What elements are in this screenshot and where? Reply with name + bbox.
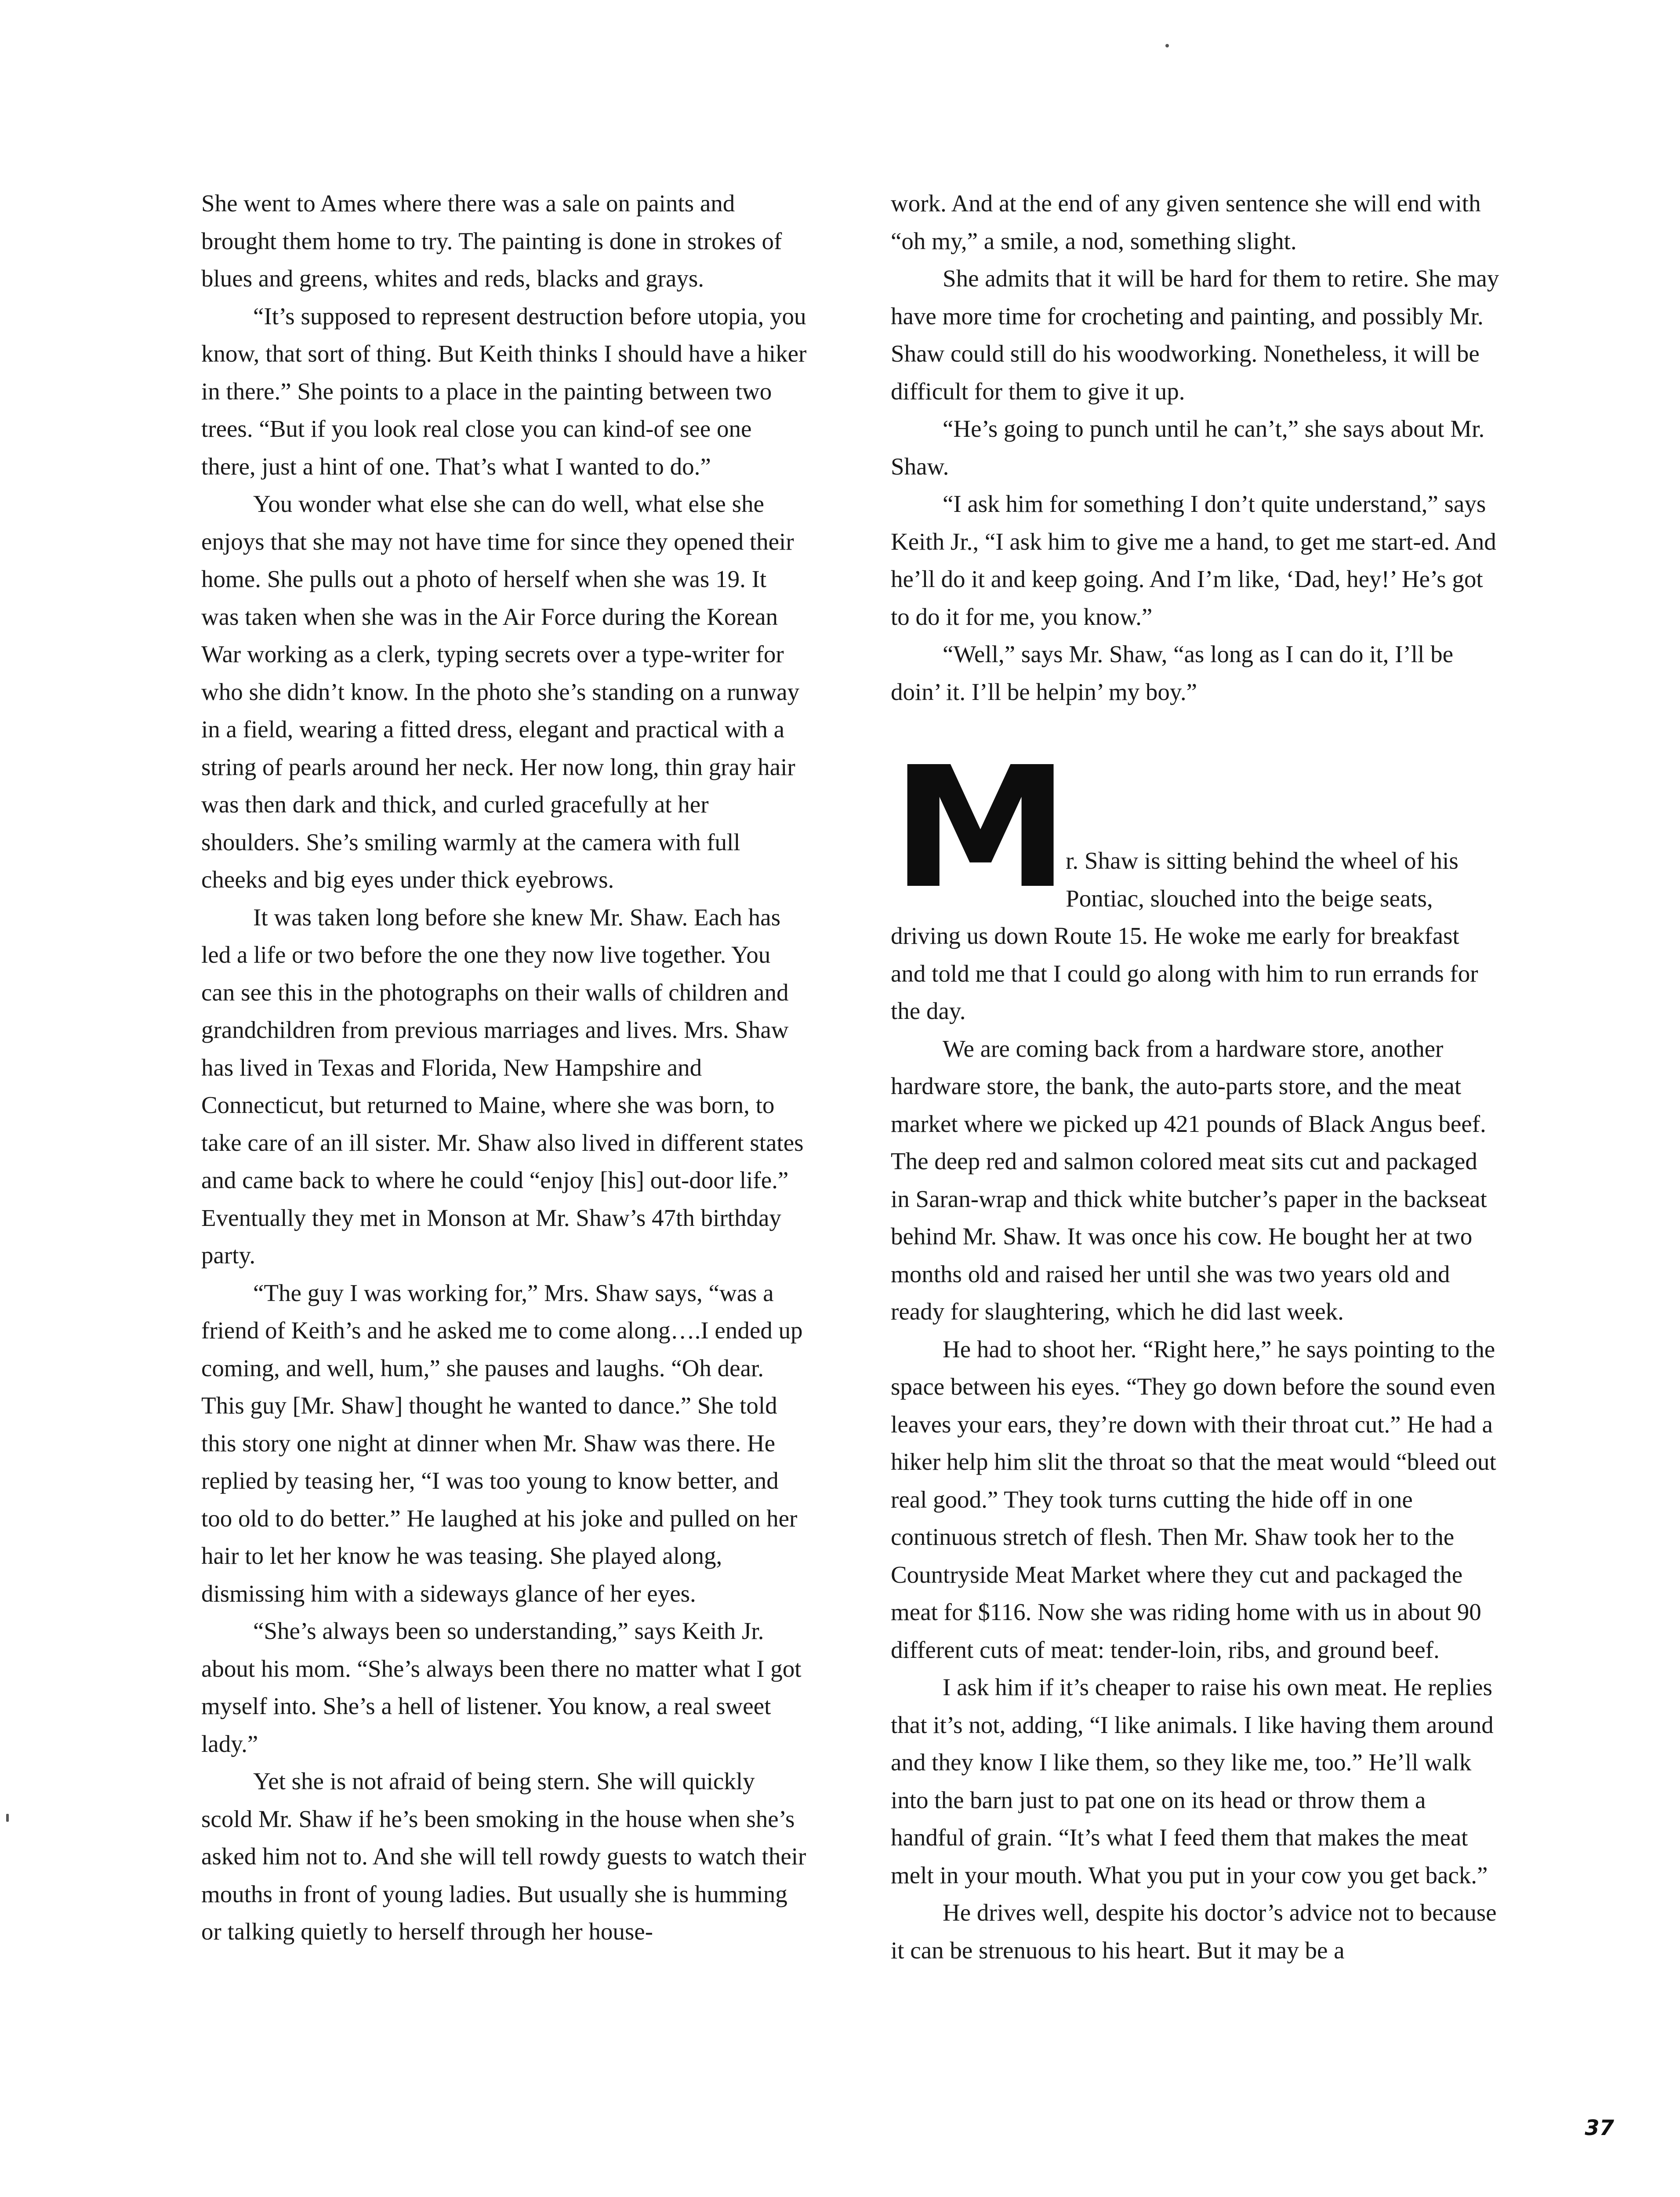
drop-cap-paragraph-text: r. Shaw is sitting behind the wheel of his Pontiac, slouched into the beige seats, driving us down Route 15. He woke me early for breakfast and told me that I could go along with him to run errands for the day. — [891, 847, 1478, 1024]
paragraph: work. And at the end of any given sentence she will end with “oh my,” a smile, a nod, something slight. — [891, 190, 1481, 254]
paragraph: It was taken long before she knew Mr. Shaw. Each has led a life or two before the one they now live together. You can see this in the photographs on their walls of children and grandchildren from previous marriages and lives. Mrs. Shaw has lived in Texas and Florida, New Hampshire and Connecticut, but returned to Maine, where she was born, to take care of an ill sister. Mr. Shaw also lived in different states and came back to where he could “enjoy [his] out-door life.” Eventually they met in Monson at Mr. Shaw’s 47th birthday party. — [201, 903, 804, 1269]
paragraph: She admits that it will be hard for them to retire. She may have more time for crocheting and painting, and possibly Mr. Shaw could still do his woodworking. Nonetheless, it will be difficult for them to give it up. — [891, 265, 1499, 405]
paragraph: “He’s going to punch until he can’t,” she says about Mr. Shaw. — [891, 415, 1485, 480]
paragraph: We are coming back from a hardware store, another hardware store, the bank, the auto-parts store, and the meat market where we picked up 421 pounds of Black Angus beef. The deep red and salmon colored meat sits cut and packaged in Saran-wrap and thick white butcher’s paper in the backseat behind Mr. Shaw. It was once his cow. He bought her at two months old and raised her until she was two years old and ready for slaughtering, which he did last week. — [891, 1035, 1487, 1325]
paragraph: “It’s supposed to represent destruction before utopia, you know, that sort of thing. But Keith thinks I should have a hiker in there.” She points to a place in the painting between two trees. “But if you look real close you can kind-of see one there, just a hint of one. That’s what I wanted to do.” — [201, 302, 807, 480]
paragraph: Yet she is not afraid of being stern. She will quickly scold Mr. Shaw if he’s been smoking in the house when she’s asked him not to. And she will tell rowdy guests to watch their mouths in front of young ladies. But usually she is humming or talking quietly to herself through her house- — [201, 1768, 806, 1945]
paragraph: You wonder what else she can do well, what else she enjoys that she may not have time for since they opened their home. She pulls out a photo of herself when she was 19. It was taken when she was in the Air Force during the Korean War working as a clerk, typing secrets over a type-writer for who she didn’t know. In the photo she’s standing on a runway in a field, wearing a fitted dress, elegant and practical with a string of pearls around her neck. Her now long, thin gray hair was then dark and thick, and curled gracefully at her shoulders. She’s smiling warmly at the camera with full cheeks and big eyes under thick eyebrows. — [201, 490, 800, 893]
paragraph: “She’s always been so understanding,” says Keith Jr. about his mom. “She’s always been there no matter what I got myself into. She’s a hell of listener. You know, a real sweet lady.” — [201, 1617, 802, 1757]
drop-cap-letter: M — [891, 731, 1067, 925]
paragraph: I ask him if it’s cheaper to raise his own meat. He replies that it’s not, adding, “I like animals. I like having them around and they know I like them, so they like me, too.” He’ll walk into the barn just to pat one on its head or throw them a handful of grain. “It’s what I feed them that makes the meat melt in your mouth. What you put in your cow you get back.” — [891, 1674, 1494, 1889]
left-text-column — [201, 185, 810, 1950]
page-number: 37 — [1585, 2116, 1614, 2140]
scan-speck — [1165, 44, 1169, 47]
right-text-column — [891, 185, 1499, 1969]
paragraph: She went to Ames where there was a sale on paints and brought them home to try. The painting is done in strokes of blues and greens, whites and reds, blacks and grays. — [201, 190, 782, 292]
paragraph: “I ask him for something I don’t quite understand,” says Keith Jr., “I ask him to give me a hand, to get me start-ed. And he’ll do it and keep going. And I’m like, ‘Dad, hey!’ He’s got to do it for me, you know.” — [891, 490, 1496, 630]
drop-cap-paragraph — [891, 731, 1499, 1030]
paragraph: “The guy I was working for,” Mrs. Shaw says, “was a friend of Keith’s and he asked me to come along….I ended up coming, and well, hum,” she pauses and laughs. “Oh dear. This guy [Mr. Shaw] thought he wanted to dance.” She told this story one night at dinner when Mr. Shaw was there. He replied by teasing her, “I was too young to know better, and too old to do better.” He laughed at his joke and pulled on her hair to let her know he was teasing. She played along, dismissing him with a sideways glance of her eyes. — [201, 1279, 803, 1607]
paragraph: He drives well, despite his doctor’s advice not to because it can be strenuous to his heart. But it may be a — [891, 1899, 1497, 1964]
paragraph: He had to shoot her. “Right here,” he says pointing to the space between his eyes. “They go down before the sound even leaves your ears, they’re down with their throat cut.” He had a hiker help him slit the throat so that the meat would “bleed out real good.” They took turns cutting the hide off in one continuous stretch of flesh. Then Mr. Shaw took her to the Countryside Meat Market where they cut and packaged the meat for $116. Now she was riding home with us in about 90 different cuts of meat: tender-loin, ribs, and ground beef. — [891, 1335, 1496, 1663]
paragraph: “Well,” says Mr. Shaw, “as long as I can do it, I’ll be doin’ it. I’ll be helpin’ my boy.” — [891, 641, 1453, 705]
scan-speck — [6, 1814, 9, 1822]
